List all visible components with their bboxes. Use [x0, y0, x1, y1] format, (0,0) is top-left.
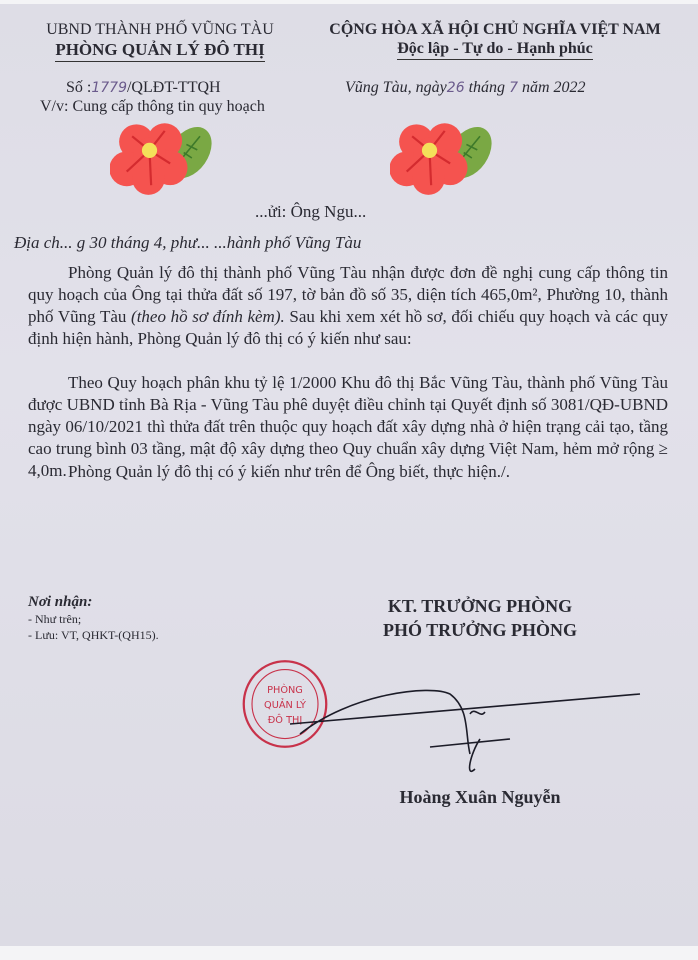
paragraph-1: Phòng Quản lý đô thị thành phố Vũng Tàu nhận được đơn đề nghị cung cấp thông tin quy hoạch của Ông tại thửa đất số 197, tờ bản đồ số 35, diện tích 465,0m², Phường 10, thành phố Vũng Tàu (theo hồ sơ đính kèm). Sau khi xem xét hồ sơ, đối chiếu quy hoạch và các quy định hiện hành, Phòng Quản lý đô thị có ý kiến như sau: [28, 263, 669, 348]
document-subject: V/v: Cung cấp thông tin quy hoạch [40, 98, 265, 115]
national-motto: Độc lập - Tự do - Hạnh phúc [300, 40, 690, 60]
recipients-item: - Như trên; [28, 612, 82, 626]
recipient-line: ...ửi: Ông Ngu... [255, 202, 367, 221]
document-paper [0, 4, 698, 946]
recipient-address: Địa ch... g 30 tháng 4, phư... ...hành phố Vũng Tàu [14, 233, 362, 252]
issuer-department: PHÒNG QUẢN LÝ ĐÔ THỊ [40, 40, 280, 62]
national-title: CỘNG HÒA XÃ HỘI CHỦ NGHĨA VIỆT NAM [329, 21, 661, 38]
recipients-item: - Lưu: VT, QHKT-(QH15). [28, 628, 159, 642]
paragraph-3: Phòng Quản lý đô thị có ý kiến như trên để Ông biết, thực hiện./. [68, 462, 510, 481]
recipients-title: Nơi nhận: [28, 594, 93, 610]
svg-text:PHÒNG: PHÒNG [267, 684, 303, 696]
svg-text:ĐÔ THỊ: ĐÔ THỊ [267, 714, 303, 726]
signature-scribble [267, 684, 650, 784]
flower-sticker-icon [110, 120, 214, 196]
document-date: Vũng Tàu, ngày26 tháng 7 năm 2022 [345, 79, 586, 96]
issuer-authority: UBND THÀNH PHỐ VŨNG TÀU [46, 21, 274, 38]
paragraph-2: Theo Quy hoạch phân khu tỷ lệ 1/2000 Khu đô thị Bắc Vũng Tàu, thành phố Vũng Tàu được UBND tỉnh Bà Rịa - Vũng Tàu phê duyệt điều chỉnh tại Quyết định số 3081/QĐ-UBND ngày 06/10/2021 thì thửa đất trên thuộc quy hoạch đất xây dựng nhà ở hiện trạng cải tạo, tầng cao trung bình 03 tầng, mật độ xây dựng theo Quy chuẩn xây dựng Việt Nam, hẻm mở rộng ≥ 4,0m. [28, 373, 668, 480]
signer-name: Hoàng Xuân Nguyễn [399, 787, 561, 807]
signature-title-2: PHÓ TRƯỞNG PHÒNG [382, 620, 577, 640]
signature-title-1: KT. TRƯỞNG PHÒNG [387, 596, 573, 616]
flower-sticker-icon [390, 120, 494, 196]
document-number: Số :1779/QLĐT-TTQH [66, 79, 221, 96]
svg-text:QUẢN LÝ: QUẢN LÝ [264, 699, 306, 711]
